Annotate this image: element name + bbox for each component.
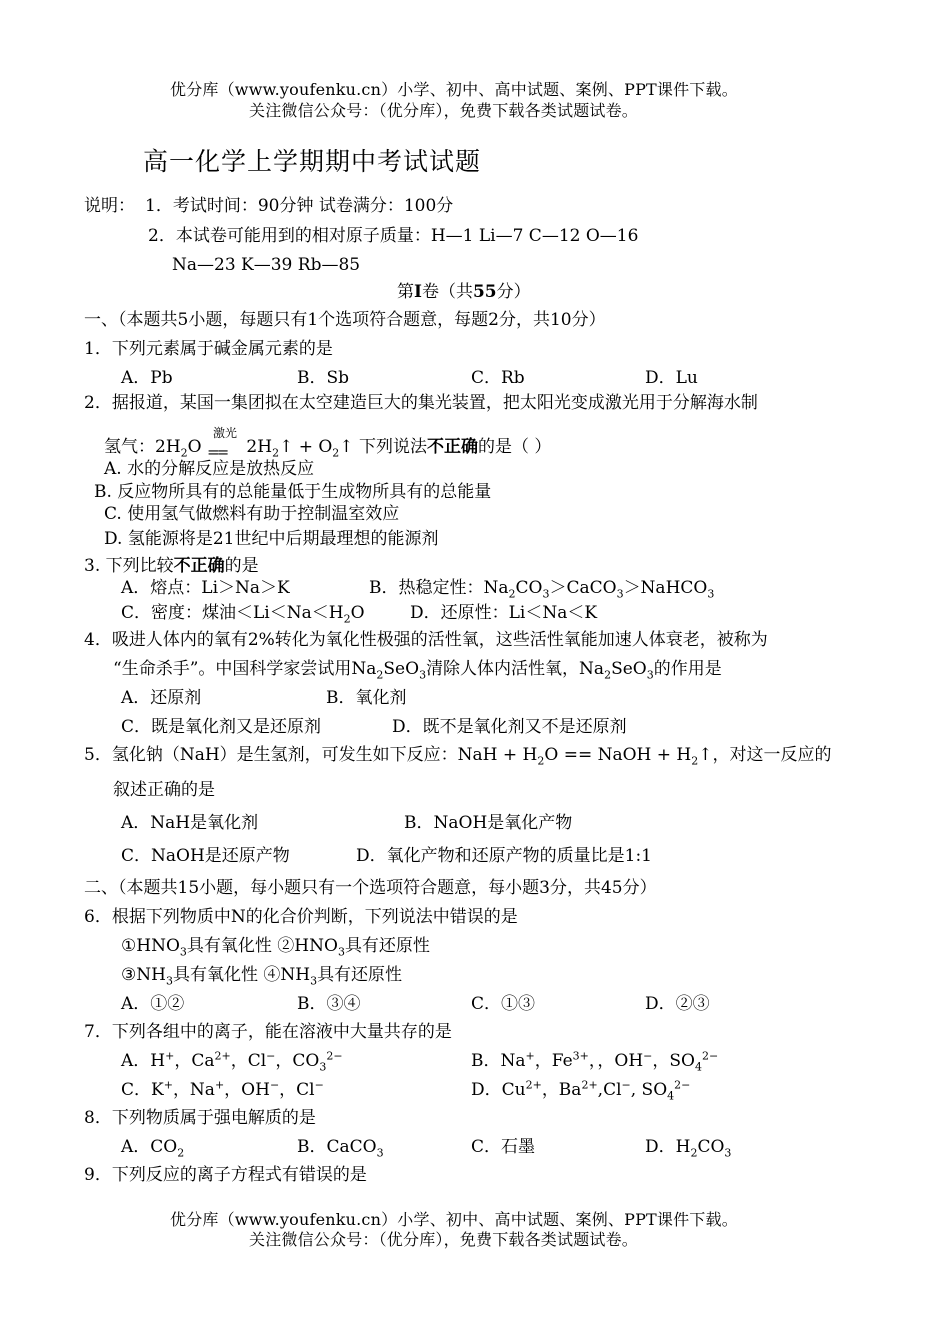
q5-l1-pre: 5．氢化钠（NaH）是生氢剂，可发生如下反应：NaH + H xyxy=(84,745,538,765)
q5-line-1: 5．氢化钠（NaH）是生氢剂，可发生如下反应：NaH + $H_2O$ == NaOH + $H_2↑$，对这一反应的 xyxy=(84,745,832,768)
q2-eq-pre: 氢气：2H xyxy=(104,437,181,457)
q2-emphasis: 不正确 xyxy=(426,437,478,457)
q1-option-c: C．Rb xyxy=(471,368,525,388)
q7-option-a: A．H+，$Ca^{2+}$，Cl−，$CO_3^{2-}$ xyxy=(121,1049,343,1074)
part1-suffix: 分） xyxy=(496,282,531,302)
q2-option-b: B. 反应物所具有的总能量低于生成物所具有的总能量 xyxy=(94,482,492,502)
q7-option-b: B．Na+，$Fe^{3+}$，，OH−，$SO_4^{2-}$ xyxy=(471,1049,719,1074)
q5-option-d: D．氧化产物和还原产物的质量比是1:1 xyxy=(356,846,652,866)
q3-b-mid3: ＞NaHCO xyxy=(623,578,708,598)
q6-s2c: 具有还原性 xyxy=(317,965,403,985)
q7-stem: 7．下列各组中的离子，能在溶液中大量共存的是 xyxy=(84,1022,452,1042)
instruction-item-2: 2．本试卷可能用到的相对原子质量：H—1 Li—7 C—12 O—16 xyxy=(148,226,639,246)
q3-b-mid1: CO xyxy=(515,578,543,598)
section1-heading: 一、（本题共5小题，每题只有1个选项符合题意，每题2分，共10分） xyxy=(84,310,606,330)
q4-l2-mid2: 清除人体内活性氧，Na xyxy=(426,659,605,679)
q4-l2-mid3: SeO xyxy=(611,659,647,679)
q3-option-c: C．密度：煤油$<Li<Na<H_2O$ xyxy=(121,603,365,626)
q3-emphasis: 不正确 xyxy=(173,556,225,576)
q6-statement-2: $③NH_3$具有氧化性 $④NH_3$具有还原性 xyxy=(121,965,403,988)
q8-b-text: B．CaCO xyxy=(297,1137,377,1157)
q5-option-b: B．NaOH是氧化产物 xyxy=(404,813,573,833)
q1-option-d: D．Lu xyxy=(645,368,698,388)
q4-option-c: C．既是氧化剂又是还原剂 xyxy=(121,717,322,737)
q5-line-2: 叙述正确的是 xyxy=(113,780,215,800)
q8-option-c: C．石墨 xyxy=(471,1137,536,1157)
q2-option-a: A. 水的分解反应是放热反应 xyxy=(104,459,315,479)
part1-score: 55 xyxy=(472,282,497,302)
q4-line-1: 4．吸进人体内的氧有2%转化为氧化性极强的活性氧，这些活性氧能加速人体衰老，被称为 xyxy=(84,630,768,650)
part1-roman: I xyxy=(414,282,422,302)
q1-option-b: B．Sb xyxy=(297,368,350,388)
q3-stem-post: 的是 xyxy=(224,556,259,576)
q2-equation-line: 氢气：$2H_2O$ 激光 == $2H_2↑$ + $O_2↑$ 下列说法不正确的是（ ） xyxy=(104,425,552,461)
q3-b-pre: B．热稳定性：Na xyxy=(369,578,509,598)
q4-option-d: D．既不是氧化剂又不是还原剂 xyxy=(392,717,627,737)
q2-eq-o: O xyxy=(187,437,202,457)
footer-line-1: 优分库（www.youfenku.cn）小学、初中、高中试题、案例、PPT课件下载。 xyxy=(170,1210,738,1229)
q2-eq-post1: 2H xyxy=(246,437,273,457)
footer-line-2: 关注微信公众号：（优分库），免费下载各类试题试卷。 xyxy=(249,1230,639,1249)
q8-option-b: B．CaCO$_3$ xyxy=(297,1137,384,1160)
q2-tail: 的是（ ） xyxy=(477,437,552,457)
q5-option-a: A．NaH是氧化剂 xyxy=(121,813,259,833)
part1-heading xyxy=(397,282,531,302)
q6-s1b: 具有氧化性 ②HNO xyxy=(186,936,338,956)
q7-option-c: C．K+，Na+，OH−，Cl− xyxy=(121,1078,324,1100)
reaction-condition: 激光 xyxy=(213,425,238,440)
part1-mid: 卷（共 xyxy=(421,282,473,302)
q2-option-c: C. 使用氢气做燃料有助于控制温室效应 xyxy=(104,504,400,524)
q6-statement-1: $①HNO_3$具有氧化性 $②HNO_3$具有还原性 xyxy=(121,936,430,959)
q1-option-a: A．Pb xyxy=(121,368,173,388)
q8-stem: 8．下列物质属于强电解质的是 xyxy=(84,1108,316,1128)
q3-c-pre: C．密度：煤油＜Li＜Na＜H xyxy=(121,603,344,623)
q4-l2-pre: “生命杀手”。中国科学家尝试用Na xyxy=(113,659,377,679)
q2-option-d: D. 氢能源将是21世纪中后期最理想的能源剂 xyxy=(104,529,439,549)
q3-stem xyxy=(84,556,259,576)
q5-option-c: C．NaOH是还原产物 xyxy=(121,846,290,866)
q4-option-b: B．氧化剂 xyxy=(326,688,407,708)
q2-stem: 2．据报道，某国一集团拟在太空建造巨大的集光装置，把太阳光变成激光用于分解海水制 xyxy=(84,393,758,413)
instructions-label: 说明： xyxy=(84,196,135,216)
instruction-item-1: 1．考试时间：90分钟 试卷满分：100分 xyxy=(145,196,454,216)
q6-option-b: B．③④ xyxy=(297,994,361,1014)
q3-c-post: O xyxy=(350,603,365,623)
q6-option-c: C．①③ xyxy=(471,994,536,1014)
q2-eq-post2: ↑ + O xyxy=(279,437,333,457)
q3-option-b: B．热稳定性：$Na_2CO_3>CaCO_3>NaHCO_3$ xyxy=(369,578,715,601)
q8-a-text: A．CO xyxy=(121,1137,178,1157)
q4-line-2: “生命杀手”。中国科学家尝试用$Na_2SeO_3$清除人体内活性氧，$Na_2SeO_3$的作用是 xyxy=(113,659,722,682)
section2-heading: 二、（本题共15小题，每小题只有一个选项符合题意，每小题3分，共45分） xyxy=(84,878,657,898)
q4-l2-post: 的作用是 xyxy=(653,659,722,679)
q2-eq-post3: ↑ 下列说法 xyxy=(339,437,427,457)
header-line-1: 优分库（www.youfenku.cn）小学、初中、高中试题、案例、PPT课件下载。 xyxy=(170,80,738,99)
q1-stem: 1．下列元素属于碱金属元素的是 xyxy=(84,339,333,359)
q5-l1-post: ↑，对这一反应的 xyxy=(698,745,832,765)
instructions xyxy=(84,196,453,216)
instruction-item-2-cont: Na—23 K—39 Rb—85 xyxy=(172,255,361,275)
q6-s1a: ①HNO xyxy=(121,936,180,956)
q4-l2-mid: SeO xyxy=(383,659,420,679)
q6-s2b: 具有氧化性 ④NH xyxy=(172,965,311,985)
q3-stem-pre: 3. 下列比较 xyxy=(84,556,174,576)
part1-prefix: 第 xyxy=(397,282,414,302)
q6-option-d: D．②③ xyxy=(645,994,710,1014)
q6-option-a: A．①② xyxy=(121,994,185,1014)
q6-stem: 6．根据下列物质中N的化合价判断，下列说法中错误的是 xyxy=(84,907,518,927)
q7-option-d: D．$Cu^{2+}$，$Ba^{2+},Cl^-$, $SO_4^{2-}$ xyxy=(471,1078,691,1103)
q3-option-d: D．还原性：Li＜Na＜K xyxy=(410,603,598,623)
q8-d-pre: D．H xyxy=(645,1137,691,1157)
q3-option-a: A．熔点：Li＞Na＞K xyxy=(121,578,290,598)
q5-l1-mid: O == NaOH + H xyxy=(544,745,692,765)
q8-option-a: A．$CO_2$ xyxy=(121,1137,185,1160)
q6-s1c: 具有还原性 xyxy=(344,936,430,956)
q6-s2a: ③NH xyxy=(121,965,166,985)
q3-b-mid2: ＞CaCO xyxy=(549,578,617,598)
q8-d-post: CO xyxy=(697,1137,725,1157)
q4-option-a: A．还原剂 xyxy=(121,688,202,708)
reaction-arrow: 激光 == xyxy=(207,425,238,461)
q9-stem: 9．下列反应的离子方程式有错误的是 xyxy=(84,1165,367,1185)
header-line-2: 关注微信公众号：（优分库），免费下载各类试题试卷。 xyxy=(249,101,639,120)
page-title: 高一化学上学期期中考试试题 xyxy=(143,147,482,176)
q8-option-d: D．$H_2CO_3$ xyxy=(645,1137,732,1160)
